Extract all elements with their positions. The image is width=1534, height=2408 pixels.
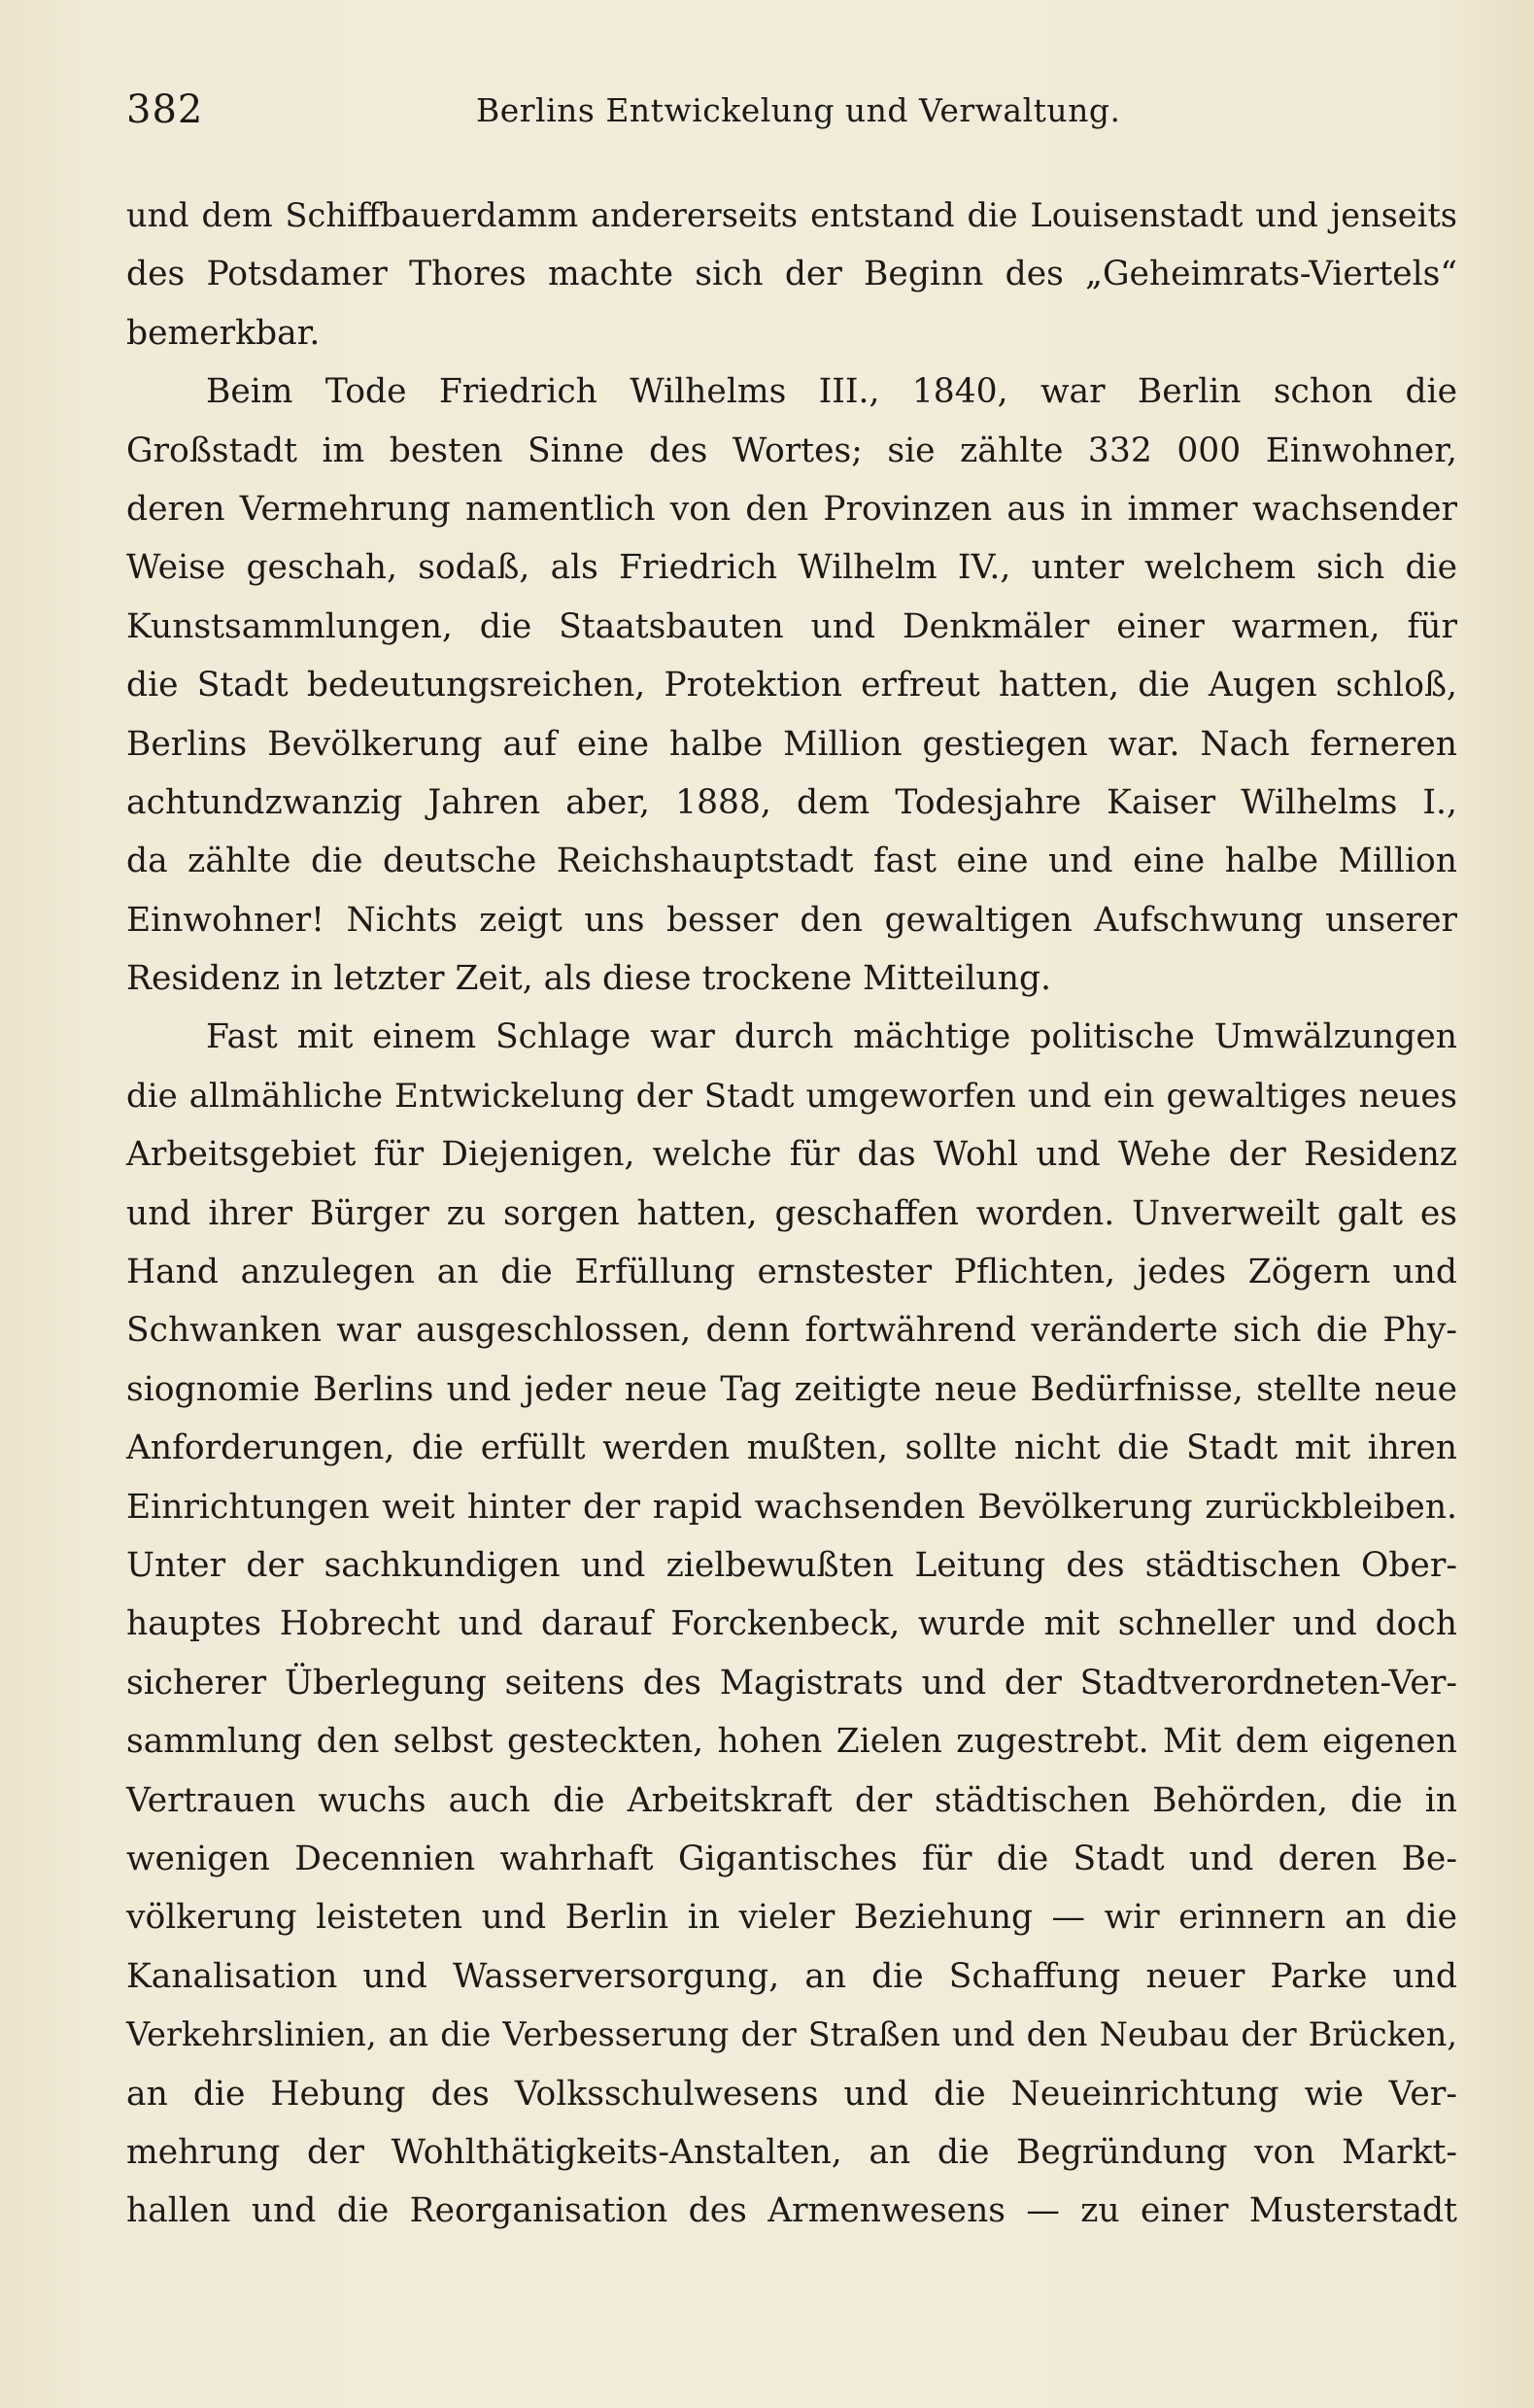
text-line: völkerung leisteten und Berlin in vieler Beziehung — wir erinnern an die <box>126 1898 1457 1938</box>
text-line: da zählte die deutsche Reichshauptstadt fast eine und eine halbe Million <box>126 842 1457 881</box>
text-line: Weise geschah, sodaß, als Friedrich Wilhelm IV., unter welchem sich die <box>126 548 1457 588</box>
text-line: deren Vermehrung namentlich von den Provinzen aus in immer wachsender <box>126 489 1457 529</box>
text-line: Kunstsammlungen, die Staatsbauten und Denkmäler einer warmen, für <box>126 606 1457 646</box>
text-line: siognomie Berlins und jeder neue Tag zeitigte neue Bedürfnisse, stellte neue <box>126 1369 1457 1409</box>
text-line: hauptes Hobrecht und darauf Forckenbeck, wurde mit schneller und doch <box>126 1604 1457 1644</box>
text-line: Fast mit einem Schlage war durch mächtige politische Umwälzungen <box>206 1017 1457 1057</box>
text-line: Berlins Bevölkerung auf eine halbe Million gestiegen war. Nach ferneren <box>126 724 1457 764</box>
text-line: Vertrauen wuchs auch die Arbeitskraft der städtischen Behörden, die in <box>126 1780 1457 1820</box>
text-line: achtundzwanzig Jahren aber, 1888, dem Todesjahre Kaiser Wilhelms I., <box>126 782 1457 822</box>
text-line: Beim Tode Friedrich Wilhelms III., 1840, war Berlin schon die <box>206 372 1457 412</box>
text-line: mehrung der Wohlthätigkeits-Anstalten, an die Begründung von Markt- <box>126 2132 1457 2172</box>
text-line: Residenz in letzter Zeit, als diese trockene Mitteilung. <box>126 959 1052 999</box>
body-text <box>126 187 1457 2241</box>
text-line: hallen und die Reorganisation des Armenwesens — zu einer Musterstadt <box>126 2191 1457 2231</box>
text-line: und ihrer Bürger zu sorgen hatten, geschaffen worden. Unverweilt galt es <box>126 1193 1457 1233</box>
text-line: sammlung den selbst gesteckten, hohen Zielen zugestrebt. Mit dem eigenen <box>126 1722 1457 1762</box>
text-line: sicherer Überlegung seitens des Magistrats und der Stadtverordneten-Ver- <box>126 1663 1457 1703</box>
page-header <box>126 87 1457 136</box>
running-title: Berlins Entwickelung und Verwaltung. <box>476 91 1121 129</box>
text-line: Schwanken war ausgeschlossen, denn fortwährend veränderte sich die Phy- <box>126 1311 1457 1351</box>
text-line: des Potsdamer Thores machte sich der Beginn des „Geheimrats-Viertels“ <box>126 255 1457 294</box>
text-line: Einwohner! Nichts zeigt uns besser den gewaltigen Aufschwung unserer <box>126 900 1457 940</box>
text-line: und dem Schiffbauerdamm andererseits entstand die Louisenstadt und jenseits <box>126 196 1457 234</box>
text-line: Einrichtungen weit hinter der rapid wachsenden Bevölkerung zurückbleiben. <box>126 1487 1457 1527</box>
text-line: Anforderungen, die erfüllt werden mußten, sollte nicht die Stadt mit ihren <box>126 1428 1457 1468</box>
text-line: die allmähliche Entwickelung der Stadt umgeworfen und ein gewaltiges neues <box>126 1076 1457 1116</box>
text-line: Unter der sachkundigen und zielbewußten Leitung des städtischen Ober- <box>126 1545 1457 1585</box>
text-line: Arbeitsgebiet für Diejenigen, welche für das Wohl und Wehe der Residenz <box>126 1135 1457 1175</box>
text-line: an die Hebung des Volksschulwesens und die Neueinrichtung wie Ver- <box>126 2074 1457 2114</box>
text-line: Verkehrslinien, an die Verbesserung der Straßen und den Neubau der Brücken, <box>126 2015 1457 2054</box>
text-line: die Stadt bedeutungsreichen, Protektion erfreut hatten, die Augen schloß, <box>126 666 1457 705</box>
text-line: Kanalisation und Wasserversorgung, an die Schaffung neuer Parke und <box>126 1956 1457 1996</box>
text-line: Großstadt im besten Sinne des Wortes; sie zählte 332 000 Einwohner, <box>126 430 1457 470</box>
page-number: 382 <box>126 87 204 132</box>
text-line: bemerkbar. <box>126 313 321 353</box>
text-line: wenigen Decennien wahrhaft Gigantisches für die Stadt und deren Be- <box>126 1839 1457 1878</box>
text-line: Hand anzulegen an die Erfüllung ernstester Pflichten, jedes Zögern und <box>126 1253 1457 1292</box>
